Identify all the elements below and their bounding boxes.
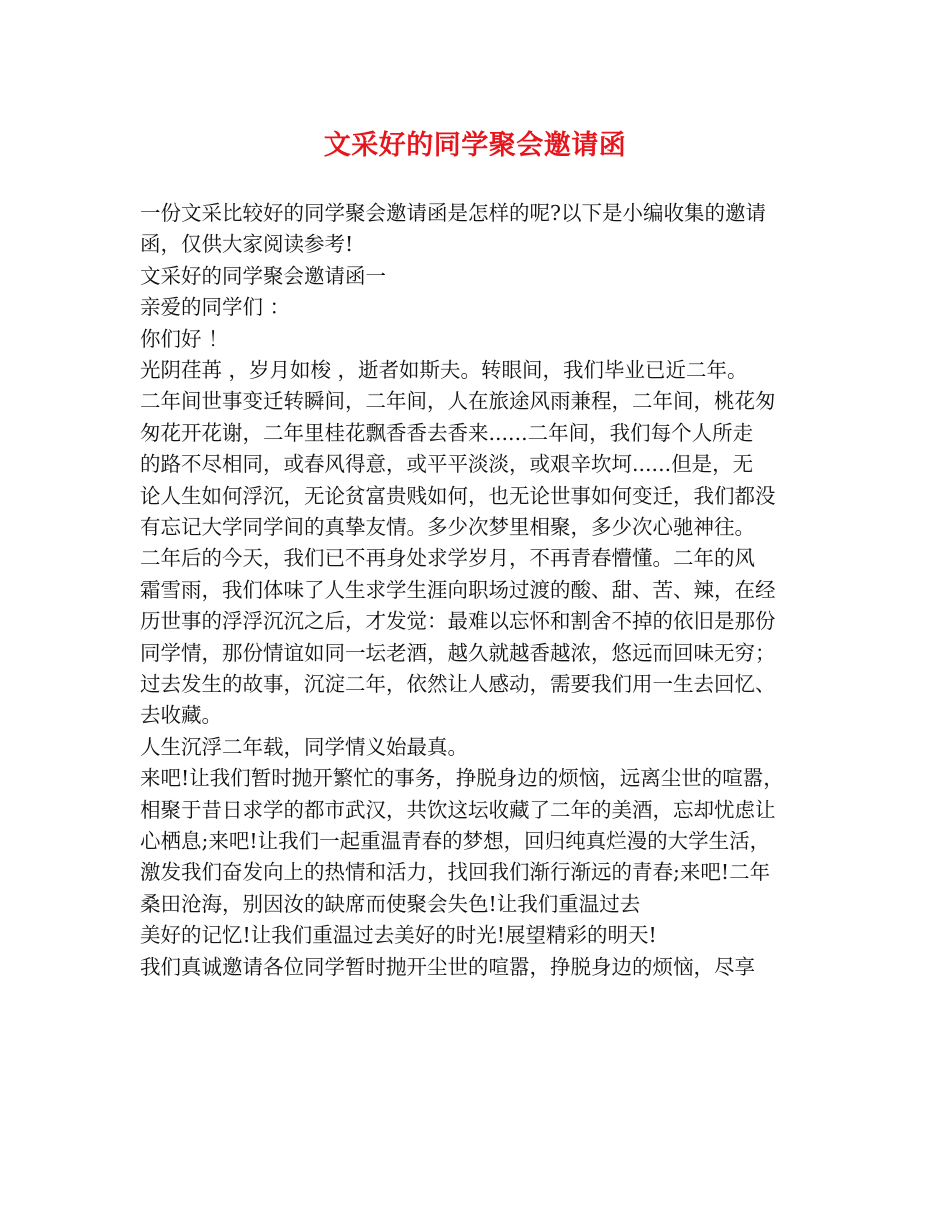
text-line: 函，仅供大家阅读参考! — [140, 232, 354, 257]
text-line: 论人生如何浮沉，无论贫富贵贱如何，也无论世事如何变迁，我们都没 — [140, 483, 776, 508]
text-line: 文采好的同学聚会邀请函一 — [140, 263, 386, 288]
text-line: 激发我们奋发向上的热情和活力，找回我们渐行渐远的青春;来吧!二年 — [140, 860, 771, 885]
text-line: 光阴荏苒 ，岁月如梭 ，逝者如斯夫。转眼间，我们毕业已近二年。 — [140, 358, 748, 382]
text-line: 人生沉浮二年载，同学情义始最真。 — [140, 734, 468, 759]
text-line: 我们真诚邀请各位同学暂时抛开尘世的喧嚣，挣脱身边的烦恼，尽享 — [140, 954, 755, 979]
text-line: 二年间世事变迁转瞬间，二年间，人在旅途风雨兼程，二年间，桃花匆 — [140, 389, 776, 414]
text-line: 历世事的浮浮沉沉之后，才发觉：最难以忘怀和割舍不掉的依旧是那份 — [140, 609, 776, 634]
text-line: 同学情，那份情谊如同一坛老酒，越久就越香越浓，悠远而回味无穷； — [140, 640, 776, 665]
text-line: 的路不尽相同，或春风得意，或平平淡淡，或艰辛坎坷......但是，无 — [140, 452, 754, 477]
text-line: 二年后的今天，我们已不再身处求学岁月，不再青春懵懂。二年的风 — [140, 546, 755, 571]
text-line: 去收藏。 — [140, 703, 222, 728]
text-line: 霜雪雨，我们体味了人生求学生涯向职场过渡的酸、甜、苦、辣，在经 — [140, 577, 776, 602]
text-line: 你们好 ！ — [140, 326, 229, 351]
text-line: 美好的记忆!让我们重温过去美好的时光!展望精彩的明天! — [140, 923, 657, 948]
text-line: 亲爱的同学们 ： — [140, 295, 291, 320]
text-line: 有忘记大学同学间的真挚友情。多少次梦里相聚，多少次心驰神往。 — [140, 515, 755, 539]
text-line: 相聚于昔日求学的都市武汉，共饮这坛收藏了二年的美酒，忘却忧虑让 — [140, 797, 776, 822]
text-line: 心栖息;来吧!让我们一起重温青春的梦想，回归纯真烂漫的大学生活， — [140, 829, 771, 853]
text-line: 匆花开花谢，二年里桂花飘香香去香来......二年间，我们每个人所走 — [140, 420, 754, 445]
text-line: 一份文采比较好的同学聚会邀请函是怎样的呢?以下是小编收集的邀请 — [140, 201, 766, 225]
text-line: 来吧!让我们暂时抛开繁忙的事务，挣脱身边的烦恼，远离尘世的喧嚣， — [140, 766, 784, 791]
document-title: 文采好的同学聚会邀请函 — [323, 130, 627, 161]
text-line: 过去发生的故事，沉淀二年，依然让人感动，需要我们用一生去回忆、 — [140, 672, 776, 696]
text-line: 桑田沧海，别因汝的缺席而使聚会失色!让我们重温过去 — [140, 891, 641, 916]
